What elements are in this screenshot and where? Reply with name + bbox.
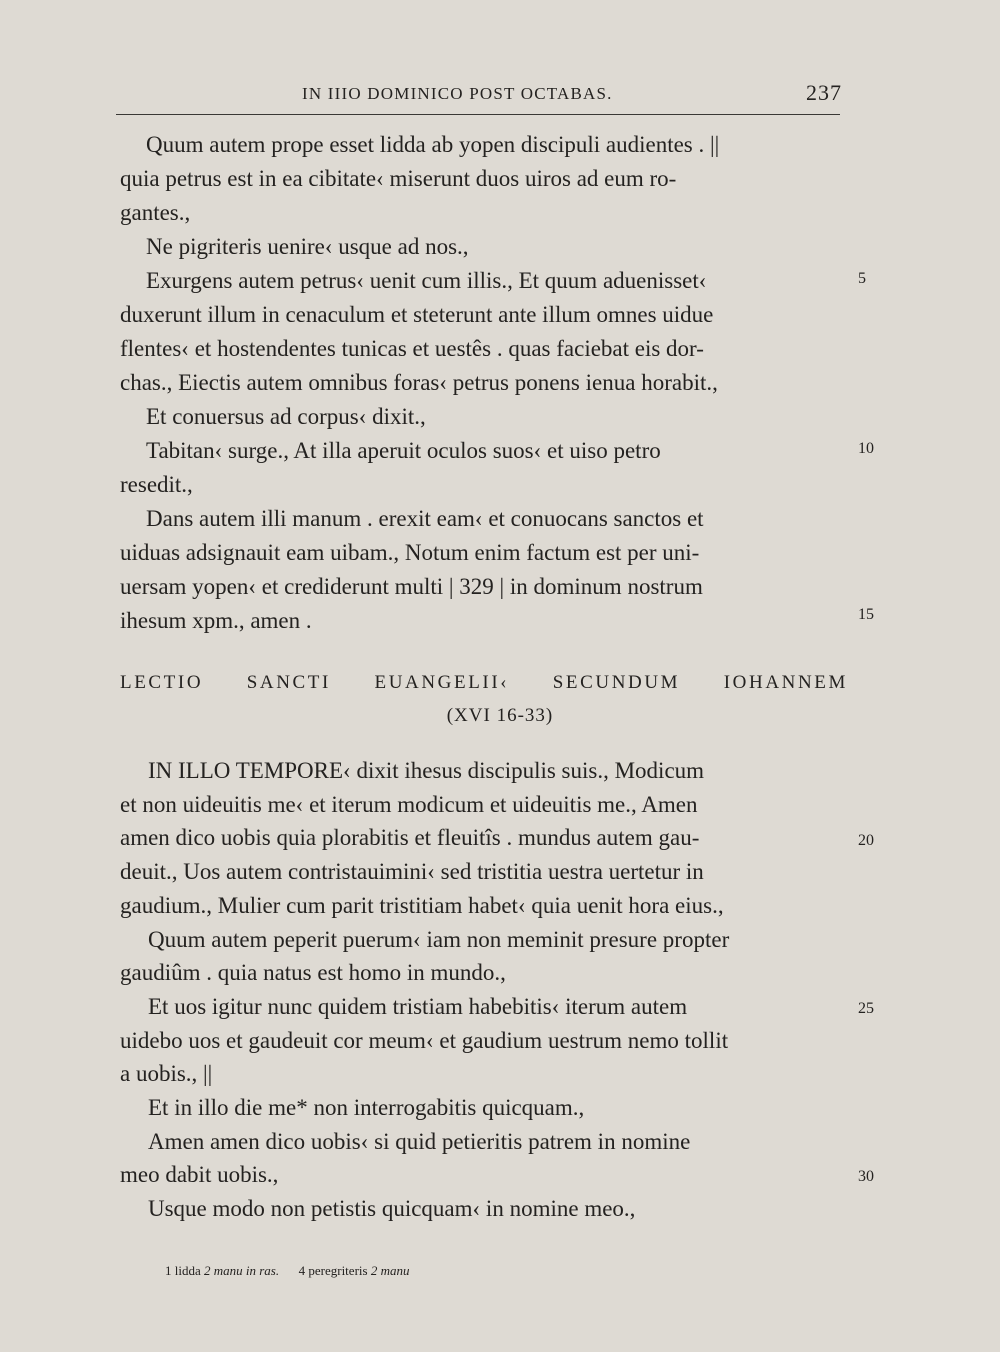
text-line: Et uos igitur nunc quidem tristiam habebitis‹ iterum autem bbox=[148, 993, 688, 1019]
text-line: Et conuersus ad corpus‹ dixit., bbox=[146, 404, 426, 429]
text-line: chas., Eiectis autem omnibus foras‹ petrus ponens ienua horabit., bbox=[120, 370, 718, 395]
text-line: Usque modo non petistis quicquam‹ in nomine meo., bbox=[148, 1196, 636, 1222]
text-line: flentes‹ et hostendentes tunicas et uestês . quas faciebat eis dor- bbox=[120, 336, 704, 361]
text-line: Dans autem illi manum . erexit eam‹ et conuocans sanctos et bbox=[146, 506, 704, 531]
page-number: 237 bbox=[806, 80, 842, 105]
line-number: 10 bbox=[858, 440, 874, 457]
running-header bbox=[118, 82, 842, 110]
text-line: gaudium., Mulier cum parit tristitiam habet‹ quia uenit hora eius., bbox=[120, 892, 724, 918]
text-line: ihesum xpm., amen . bbox=[120, 608, 312, 633]
text-line: Et in illo die me* non interrogabitis quicquam., bbox=[148, 1095, 585, 1120]
footnote-1-text: 2 manu in ras. bbox=[204, 1263, 280, 1278]
text-line: Tabitan‹ surge., At illa aperuit oculos suos‹ et uiso petro bbox=[146, 438, 661, 463]
text-line: Quum autem peperit puerum‹ iam non meminit presure propter bbox=[148, 926, 730, 952]
text-line: Amen amen dico uobis‹ si quid petieritis patrem in nomine bbox=[148, 1128, 691, 1154]
line-number: 5 bbox=[858, 270, 866, 287]
text-line: deuit., Uos autem contristauimini‹ sed tristitia uestra uertetur in bbox=[120, 859, 704, 885]
section-subtitle: (XVI 16-33) bbox=[446, 705, 554, 726]
text-line: quia petrus est in ea cibitate‹ miserunt duos uiros ad eum ro- bbox=[120, 166, 677, 191]
text-line: amen dico uobis quia plorabitis et fleuitîs . mundus autem gau- bbox=[120, 825, 700, 851]
text-line: gaudiûm . quia natus est homo in mundo., bbox=[120, 960, 506, 986]
text-line: Quum autem prope esset lidda ab yopen discipuli audientes . || bbox=[146, 132, 720, 157]
text-line: gantes., bbox=[120, 200, 191, 225]
line-number: 15 bbox=[858, 606, 874, 623]
text-line: resedit., bbox=[120, 472, 193, 497]
text-line: Ne pigriteris uenire‹ usque ad nos., bbox=[146, 234, 469, 259]
text-line: et non uideuitis me‹ et iterum modicum et uideuitis me., Amen bbox=[120, 791, 698, 817]
footnote-2-text: 2 manu bbox=[370, 1263, 410, 1278]
line-number: 25 bbox=[858, 1000, 874, 1017]
footnotes bbox=[165, 1263, 409, 1279]
text-line: uersam yopen‹ et crediderunt multi | 329 | in dominum nostrum bbox=[120, 574, 703, 599]
text-line: Exurgens autem petrus‹ uenit cum illis., Et quum aduenisset‹ bbox=[146, 268, 707, 293]
text-line: IN ILLO TEMPORE‹ dixit ihesus discipulis suis., Modicum bbox=[148, 758, 705, 783]
text-line: uidebo uos et gaudeuit cor meum‹ et gaudium uestrum nemo tollit bbox=[120, 1027, 729, 1053]
text-line: a uobis., || bbox=[120, 1061, 213, 1087]
footnote-1-ref: 1 lidda bbox=[165, 1263, 201, 1278]
footnote-2-ref: 4 peregriteris bbox=[298, 1263, 368, 1278]
section-title: LECTIO SANCTI EUANGELII‹ SECUNDUM IOHANNEM bbox=[120, 672, 848, 693]
header-title: IN IIIO DOMINICO POST OCTABAS. bbox=[302, 84, 613, 103]
line-number: 30 bbox=[858, 1168, 874, 1185]
header-rule bbox=[116, 114, 840, 115]
line-number: 20 bbox=[858, 832, 874, 849]
text-line: duxerunt illum in cenaculum et steterunt ante illum omnes uidue bbox=[120, 302, 714, 327]
text-line: meo dabit uobis., bbox=[120, 1162, 279, 1188]
text-line: uiduas adsignauit eam uibam., Notum enim factum est per uni- bbox=[120, 540, 700, 565]
